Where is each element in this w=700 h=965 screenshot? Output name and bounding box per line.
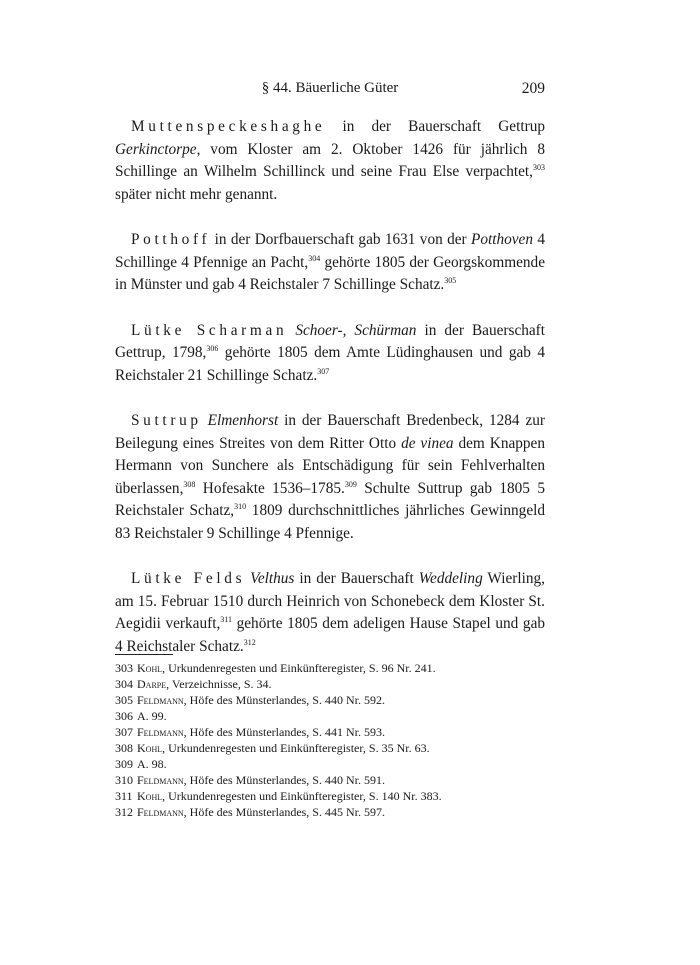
footnote-author: Darpe xyxy=(137,677,167,691)
footnote xyxy=(115,740,545,756)
entry-text: in der Bauerschaft Gettrup xyxy=(325,118,545,135)
entry-text: gehörte 1805 dem adeligen Hause Stapel und gab 4 Reichstaler Schatz. xyxy=(115,615,546,655)
footnote-text: , Höfe des Münsterlandes, S. 445 Nr. 597. xyxy=(183,805,385,819)
footnote-text: A. 99. xyxy=(137,709,167,723)
footnote-text: , Höfe des Münsterlandes, S. 440 Nr. 592. xyxy=(183,693,385,707)
page-header xyxy=(115,80,545,102)
footnote xyxy=(115,772,545,788)
footnote-number: 311 xyxy=(115,789,133,803)
footnote xyxy=(115,676,545,692)
page-number: 209 xyxy=(521,80,545,97)
latin-term: de vinea xyxy=(401,434,454,452)
farm-name: Muttenspeckeshaghe xyxy=(131,118,326,135)
footnote-author: Kohl xyxy=(137,741,163,755)
footnote-ref: 306 xyxy=(206,344,219,353)
entry-text: später nicht mehr genannt. xyxy=(115,185,278,203)
footnote-ref: 308 xyxy=(183,479,196,489)
entry-text: in der Bauerschaft Gettrup, 1798, xyxy=(115,321,546,361)
footnote-author: Feldmann xyxy=(137,773,184,787)
entry-muttenspeckeshaghe xyxy=(115,116,545,206)
entry-text: gehörte 1805 der Georgskommende in Münster und gab 4 Reichstaler 7 Schillinge Schatz. xyxy=(115,253,545,293)
footnote-text: , Höfe des Münsterlandes, S. 440 Nr. 591. xyxy=(183,773,385,787)
running-head: § 44. Bäuerliche Güter xyxy=(261,80,399,96)
footnote-ref: 310 xyxy=(234,502,247,511)
footnote-ref: 307 xyxy=(317,366,330,376)
footnote-author: Feldmann xyxy=(137,805,184,819)
footnote-author: Kohl xyxy=(137,789,163,803)
entry-text: in der Dorfbauerschaft gab 1631 von der xyxy=(210,231,471,248)
entry-text: , vom Kloster am 2. Oktober 1426 für jährlich 8 Schillinge an Wilhelm Schillinck und seine Frau Else verpachtet, xyxy=(115,140,545,180)
footnote xyxy=(115,788,545,804)
entry-text: in der Bauerschaft Bredenbeck, 1284 zur Beilegung eines Streites von dem Ritter Otto xyxy=(115,412,545,452)
entry-text: dem Knappen Hermann von Sunchere als Entschädigung für sein Fehlverhalten überlassen, xyxy=(115,434,545,497)
footnote-number: 310 xyxy=(115,773,133,787)
footnote-number: 312 xyxy=(115,805,133,819)
footnote-text: , Verzeichnisse, S. 34. xyxy=(166,677,272,691)
footnote-text: , Urkundenregesten und Einkünfteregister, S. 140 Nr. 383. xyxy=(162,789,442,803)
footnote-number: 308 xyxy=(115,741,133,755)
footnote xyxy=(115,804,545,820)
entry-text: 4 Schillinge 4 Pfennige an Pacht, xyxy=(115,231,545,271)
entry-text: Schulte Suttrup gab 1805 5 Reichstaler Schatz, xyxy=(115,479,545,519)
footnote-ref: 309 xyxy=(344,479,357,489)
entry-suttrup xyxy=(115,410,545,545)
footnote-ref: 303 xyxy=(533,163,545,172)
footnote-number: 306 xyxy=(115,709,133,723)
footnote xyxy=(115,724,545,740)
footnote-number: 304 xyxy=(115,677,133,691)
farm-name: Lütke Felds xyxy=(131,570,246,587)
historical-name: Gerkinctorpe xyxy=(115,140,197,158)
footnote-ref: 311 xyxy=(220,615,232,624)
footnote-number: 309 xyxy=(115,757,133,771)
footnote-author: Feldmann xyxy=(137,693,184,707)
footnote-number: 303 xyxy=(115,661,133,675)
entry-text: Hofesakte 1536–1785. xyxy=(195,479,345,497)
footnote-list xyxy=(115,660,545,820)
footnote-author: Feldmann xyxy=(137,725,184,739)
historical-name: Weddeling xyxy=(418,570,483,587)
footnote xyxy=(115,660,545,676)
historical-name: Velthus xyxy=(250,570,295,587)
historical-name: Elmenhorst xyxy=(207,412,279,429)
footnote-separator xyxy=(115,654,173,655)
footnote xyxy=(115,756,545,772)
entry-text: Wierling, am 15. Februar 1510 durch Heinrich von Schonebeck dem Kloster St. Aegidii verkauft, xyxy=(115,570,546,632)
footnote-ref: 312 xyxy=(243,637,256,647)
entry-luetke-scharman xyxy=(115,320,545,388)
footnote-text: A. 98. xyxy=(137,757,167,771)
footnote-ref: 304 xyxy=(308,253,321,263)
body-text xyxy=(115,116,545,681)
footnote-number: 307 xyxy=(115,725,133,739)
entry-text: gehörte 1805 dem Amte Lüdinghausen und gab 4 Reichstaler 21 Schillinge Schatz. xyxy=(115,344,545,384)
farm-name: Potthoff xyxy=(131,231,211,248)
footnote-text: , Höfe des Münsterlandes, S. 441 Nr. 593. xyxy=(183,725,385,739)
historical-name: Schoer-, Schürman xyxy=(295,321,417,339)
footnote xyxy=(115,708,545,724)
entry-text: 1809 durchschnittliches jährliches Gewinngeld 83 Reichstaler 9 Schillinge 4 Pfennige. xyxy=(115,502,546,542)
footnote-ref: 305 xyxy=(444,276,457,285)
entry-text: in der Bauerschaft xyxy=(294,570,419,587)
footnote-number: 305 xyxy=(115,693,133,707)
farm-name: Suttrup xyxy=(131,412,202,429)
footnote-text: , Urkundenregesten und Einkünfteregister, S. 96 Nr. 241. xyxy=(162,661,436,675)
footnote xyxy=(115,692,545,708)
entry-luetke-felds xyxy=(115,568,545,658)
historical-name: Potthoven xyxy=(470,231,533,248)
farm-name: Lütke Scharman xyxy=(131,321,288,339)
entry-potthoff xyxy=(115,229,545,297)
footnote-text: , Urkundenregesten und Einkünfteregister, S. 35 Nr. 63. xyxy=(162,741,430,755)
footnote-author: Kohl xyxy=(137,661,163,675)
